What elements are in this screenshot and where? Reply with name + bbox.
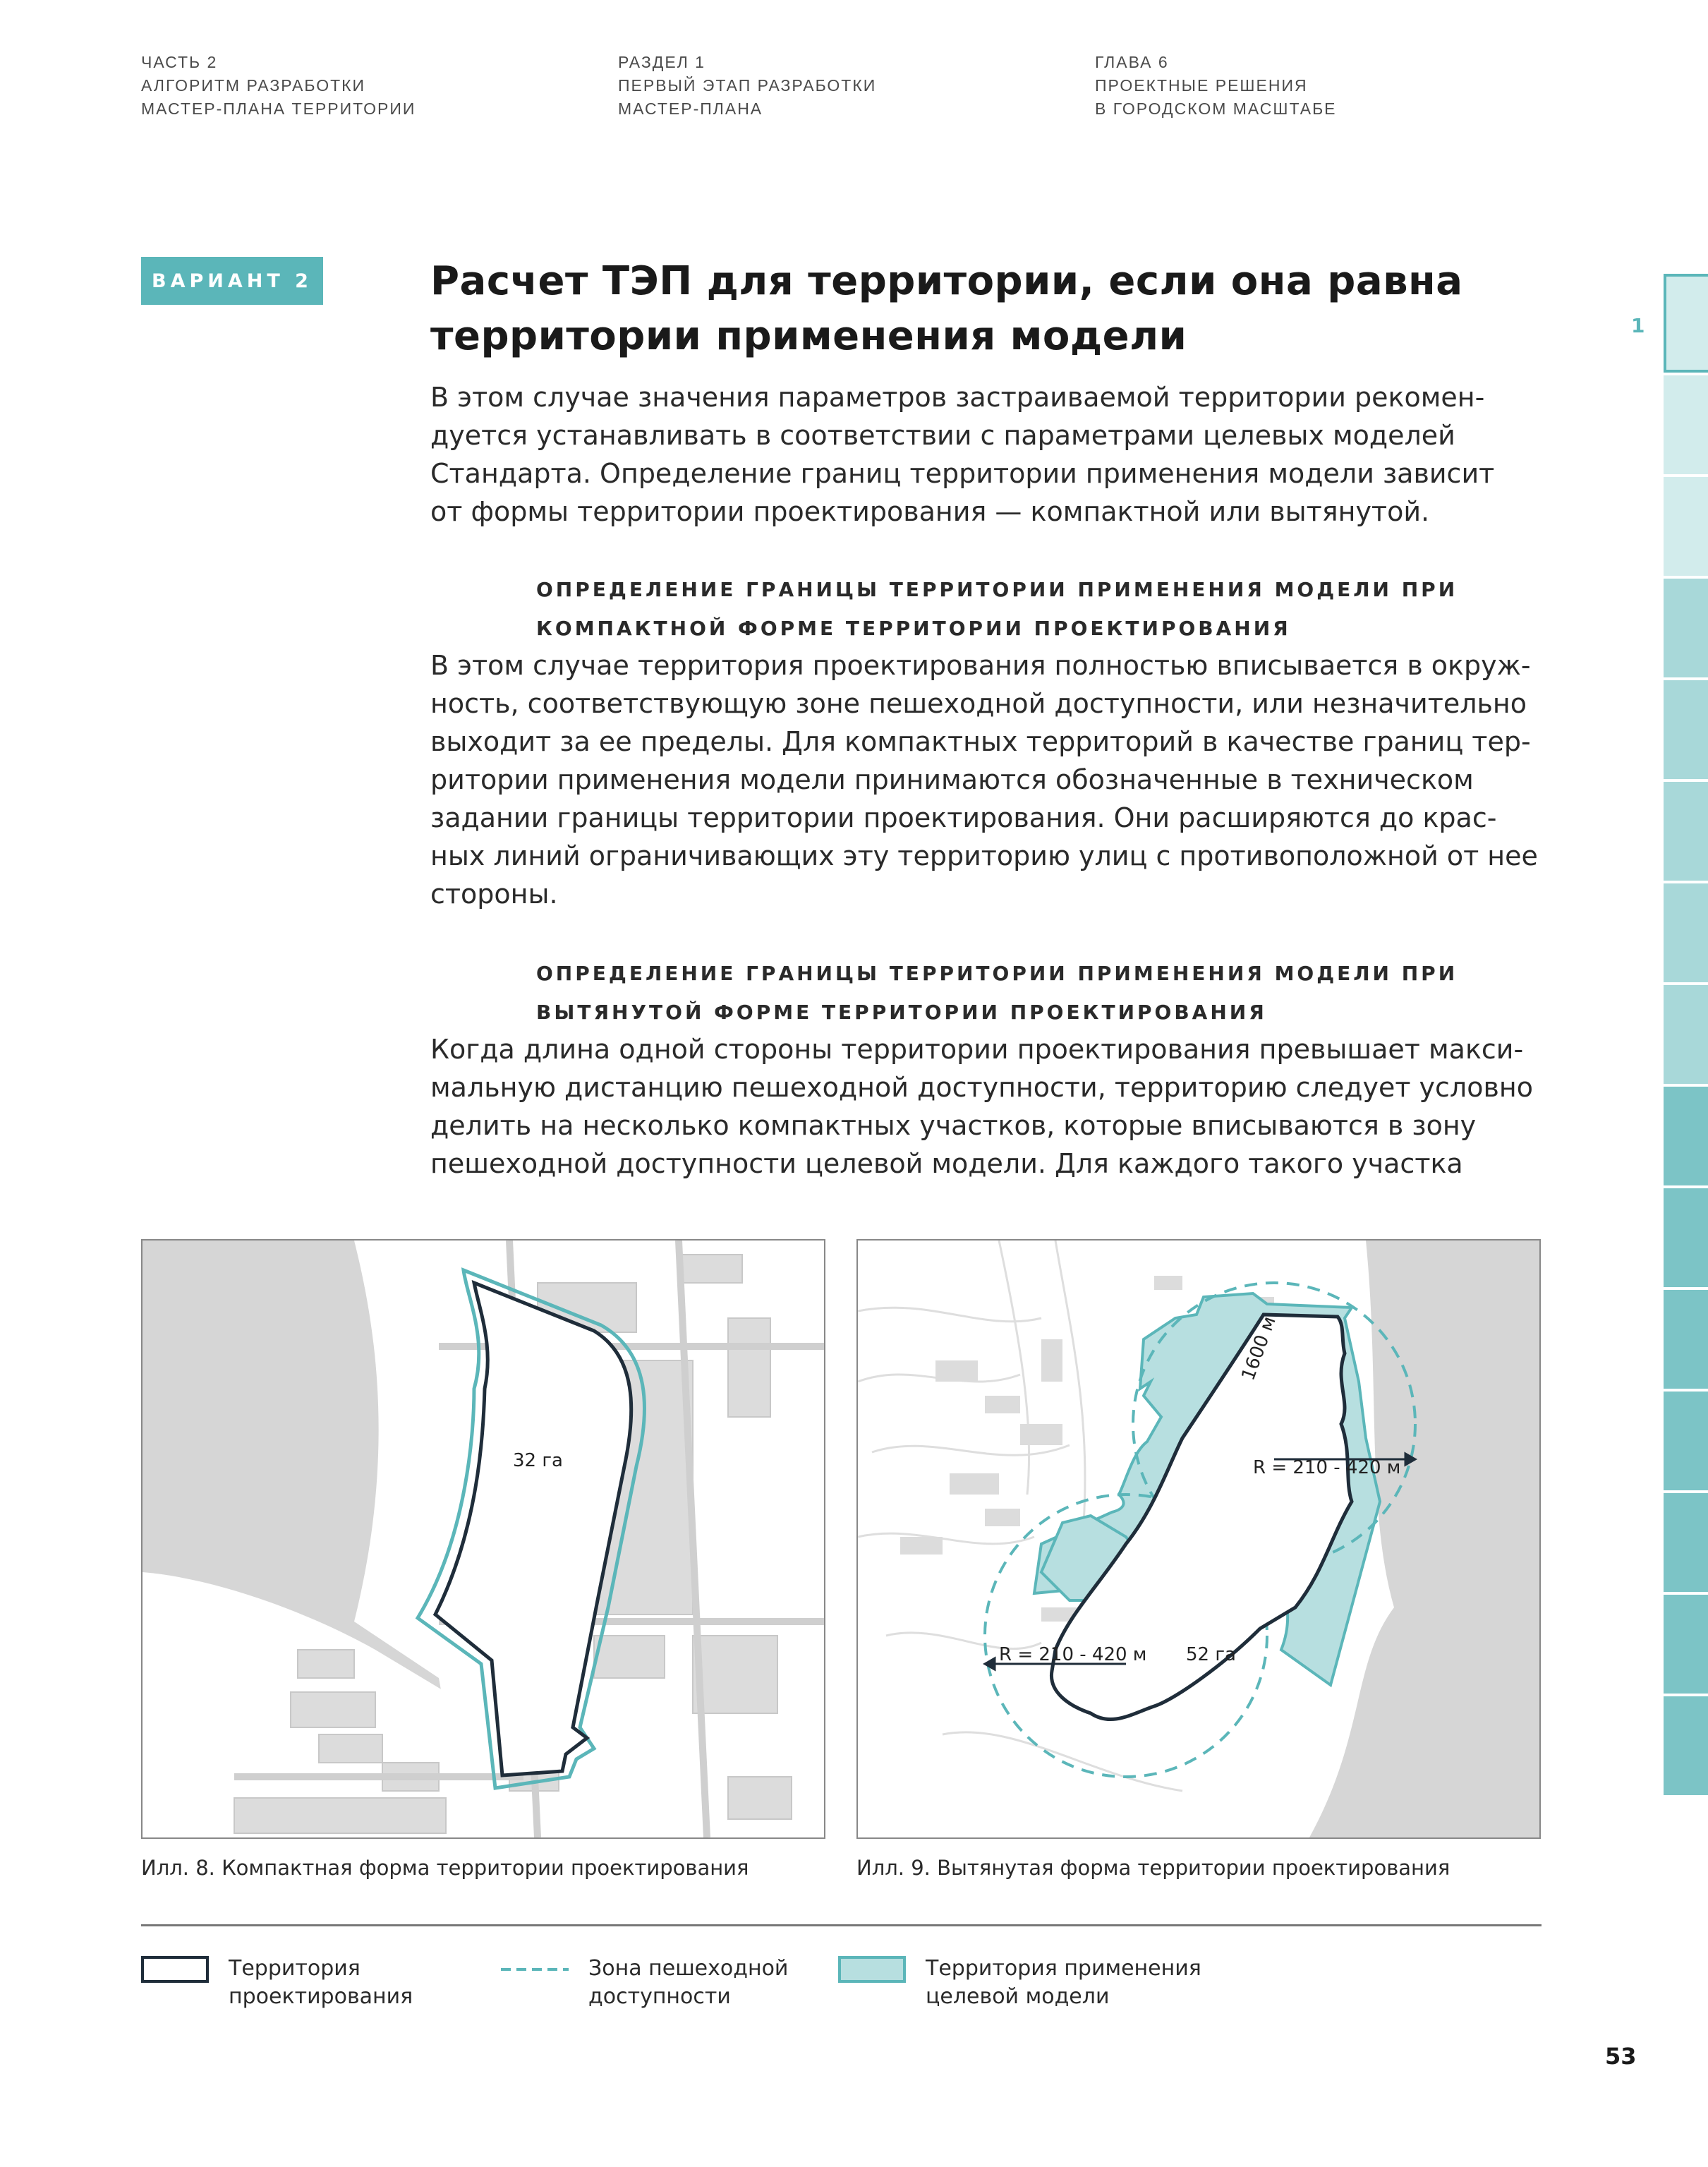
legend-divider bbox=[141, 1924, 1542, 1926]
side-tab[interactable] bbox=[1664, 782, 1708, 881]
legend-model-territory bbox=[838, 1955, 1201, 2011]
text-line: выходит за ее пределы. Для компактных территорий в качестве границ тер- bbox=[430, 726, 1531, 757]
side-tab[interactable] bbox=[1664, 1290, 1708, 1389]
header-chapter-line: В ГОРОДСКОМ МАСШТАБЕ bbox=[1095, 99, 1337, 118]
legend-label: целевой модели bbox=[926, 1984, 1110, 2009]
legend-label: проектирования bbox=[229, 1984, 413, 2009]
side-tab-number: 1 bbox=[1631, 314, 1645, 337]
side-tab[interactable] bbox=[1664, 985, 1708, 1084]
legend-label: доступности bbox=[588, 1984, 731, 2009]
figure2-caption: Илл. 9. Вытянутая форма территории проектирования bbox=[856, 1856, 1450, 1880]
side-tab[interactable] bbox=[1664, 1392, 1708, 1490]
heading-line: КОМПАКТНОЙ ФОРМЕ ТЕРРИТОРИИ ПРОЕКТИРОВАНИЯ bbox=[536, 617, 1291, 640]
design-territory-swatch bbox=[141, 1956, 209, 1983]
heading-line: ОПРЕДЕЛЕНИЕ ГРАНИЦЫ ТЕРРИТОРИИ ПРИМЕНЕНИЯ МОДЕЛИ ПРИ bbox=[536, 962, 1458, 985]
text-line: В этом случае территория проектирования полностью вписывается в окруж- bbox=[430, 650, 1531, 681]
text-line: Когда длина одной стороны территории проектирования превышает макси- bbox=[430, 1034, 1524, 1065]
text-line: ных линий ограничивающих эту территорию улиц с противоположной от нее bbox=[430, 840, 1538, 871]
header-section-line: ПЕРВЫЙ ЭТАП РАЗРАБОТКИ bbox=[618, 76, 877, 95]
title-line: Расчет ТЭП для территории, если она равна bbox=[430, 258, 1463, 304]
side-tab[interactable] bbox=[1664, 375, 1708, 474]
pedestrian-zone-swatch bbox=[501, 1956, 569, 1983]
side-tab[interactable] bbox=[1664, 579, 1708, 677]
side-tab[interactable] bbox=[1664, 883, 1708, 982]
side-tab[interactable] bbox=[1664, 1696, 1708, 1795]
radius-label: R = 210 - 420 м bbox=[1253, 1457, 1401, 1478]
heading-line: ОПРЕДЕЛЕНИЕ ГРАНИЦЫ ТЕРРИТОРИИ ПРИМЕНЕНИЯ МОДЕЛИ ПРИ bbox=[536, 578, 1458, 601]
header-chapter-line: ГЛАВА 6 bbox=[1095, 53, 1169, 71]
area-label: 32 га bbox=[513, 1450, 563, 1471]
side-tab[interactable] bbox=[1664, 680, 1708, 779]
legend-design-territory bbox=[141, 1955, 413, 2011]
section2-paragraph bbox=[430, 1030, 1538, 1183]
side-tab[interactable] bbox=[1664, 477, 1708, 576]
text-line: задании границы территории проектирования. Они расширяются до крас- bbox=[430, 802, 1497, 833]
side-tab[interactable] bbox=[1664, 1087, 1708, 1185]
figure-compact-map bbox=[141, 1239, 825, 1839]
header-chapter bbox=[1095, 51, 1337, 121]
text-line: В этом случае значения параметров застраиваемой территории рекомен- bbox=[430, 382, 1485, 413]
text-line: ритории применения модели принимаются обозначенные в техническом bbox=[430, 764, 1474, 795]
side-tab[interactable] bbox=[1664, 1493, 1708, 1592]
section1-heading bbox=[536, 570, 1524, 648]
header-section-line: РАЗДЕЛ 1 bbox=[618, 53, 705, 71]
side-tab-active[interactable] bbox=[1664, 274, 1708, 373]
side-tab[interactable] bbox=[1664, 1595, 1708, 1694]
header-part bbox=[141, 51, 416, 121]
header-section bbox=[618, 51, 876, 121]
section2-heading bbox=[536, 954, 1524, 1032]
header-part-line: ЧАСТЬ 2 bbox=[141, 53, 218, 71]
figure-elongated-map bbox=[856, 1239, 1541, 1839]
figure1-caption: Илл. 8. Компактная форма территории проектирования bbox=[141, 1856, 749, 1880]
legend-pedestrian-zone bbox=[501, 1955, 788, 2011]
text-line: мальную дистанцию пешеходной доступности, территорию следует условно bbox=[430, 1072, 1533, 1103]
elongated-map-svg bbox=[858, 1241, 1539, 1837]
text-line: Стандарта. Определение границ территории применения модели зависит bbox=[430, 458, 1495, 489]
legend-label: Территория применения bbox=[926, 1956, 1201, 1981]
side-tab[interactable] bbox=[1664, 1188, 1708, 1287]
header-part-line: АЛГОРИТМ РАЗРАБОТКИ bbox=[141, 76, 366, 95]
header-chapter-line: ПРОЕКТНЫЕ РЕШЕНИЯ bbox=[1095, 76, 1308, 95]
model-territory-swatch bbox=[838, 1956, 906, 1983]
intro-paragraph bbox=[430, 378, 1538, 531]
area-label: 52 га bbox=[1186, 1644, 1236, 1665]
text-line: ность, соответствующую зоне пешеходной доступности, или незначительно bbox=[430, 688, 1527, 719]
radius-label: R = 210 - 420 м bbox=[999, 1644, 1147, 1665]
heading-line: ВЫТЯНУТОЙ ФОРМЕ ТЕРРИТОРИИ ПРОЕКТИРОВАНИЯ bbox=[536, 1001, 1267, 1024]
text-line: делить на несколько компактных участков, которые вписываются в зону bbox=[430, 1110, 1477, 1141]
text-line: дуется устанавливать в соответствии с параметрами целевых моделей bbox=[430, 420, 1455, 451]
legend-label: Зона пешеходной bbox=[588, 1956, 789, 1981]
title-line: территории применения модели bbox=[430, 313, 1187, 359]
header-part-line: МАСТЕР-ПЛАНА ТЕРРИТОРИИ bbox=[141, 99, 416, 118]
variant-badge: ВАРИАНТ 2 bbox=[141, 257, 323, 305]
header-section-line: МАСТЕР-ПЛАНА bbox=[618, 99, 763, 118]
text-line: стороны. bbox=[430, 879, 558, 910]
legend-label: Территория bbox=[229, 1956, 361, 1981]
length-label: 1600 м bbox=[1237, 1313, 1280, 1384]
text-line: от формы территории проектирования — компактной или вытянутой. bbox=[430, 496, 1430, 527]
side-chapter-tabs bbox=[1664, 274, 1708, 1798]
section1-paragraph bbox=[430, 646, 1538, 913]
compact-map-svg bbox=[143, 1241, 824, 1837]
page-number: 53 bbox=[1605, 2043, 1637, 2070]
page-title bbox=[430, 254, 1489, 364]
text-line: пешеходной доступности целевой модели. Для каждого такого участка bbox=[430, 1148, 1463, 1179]
